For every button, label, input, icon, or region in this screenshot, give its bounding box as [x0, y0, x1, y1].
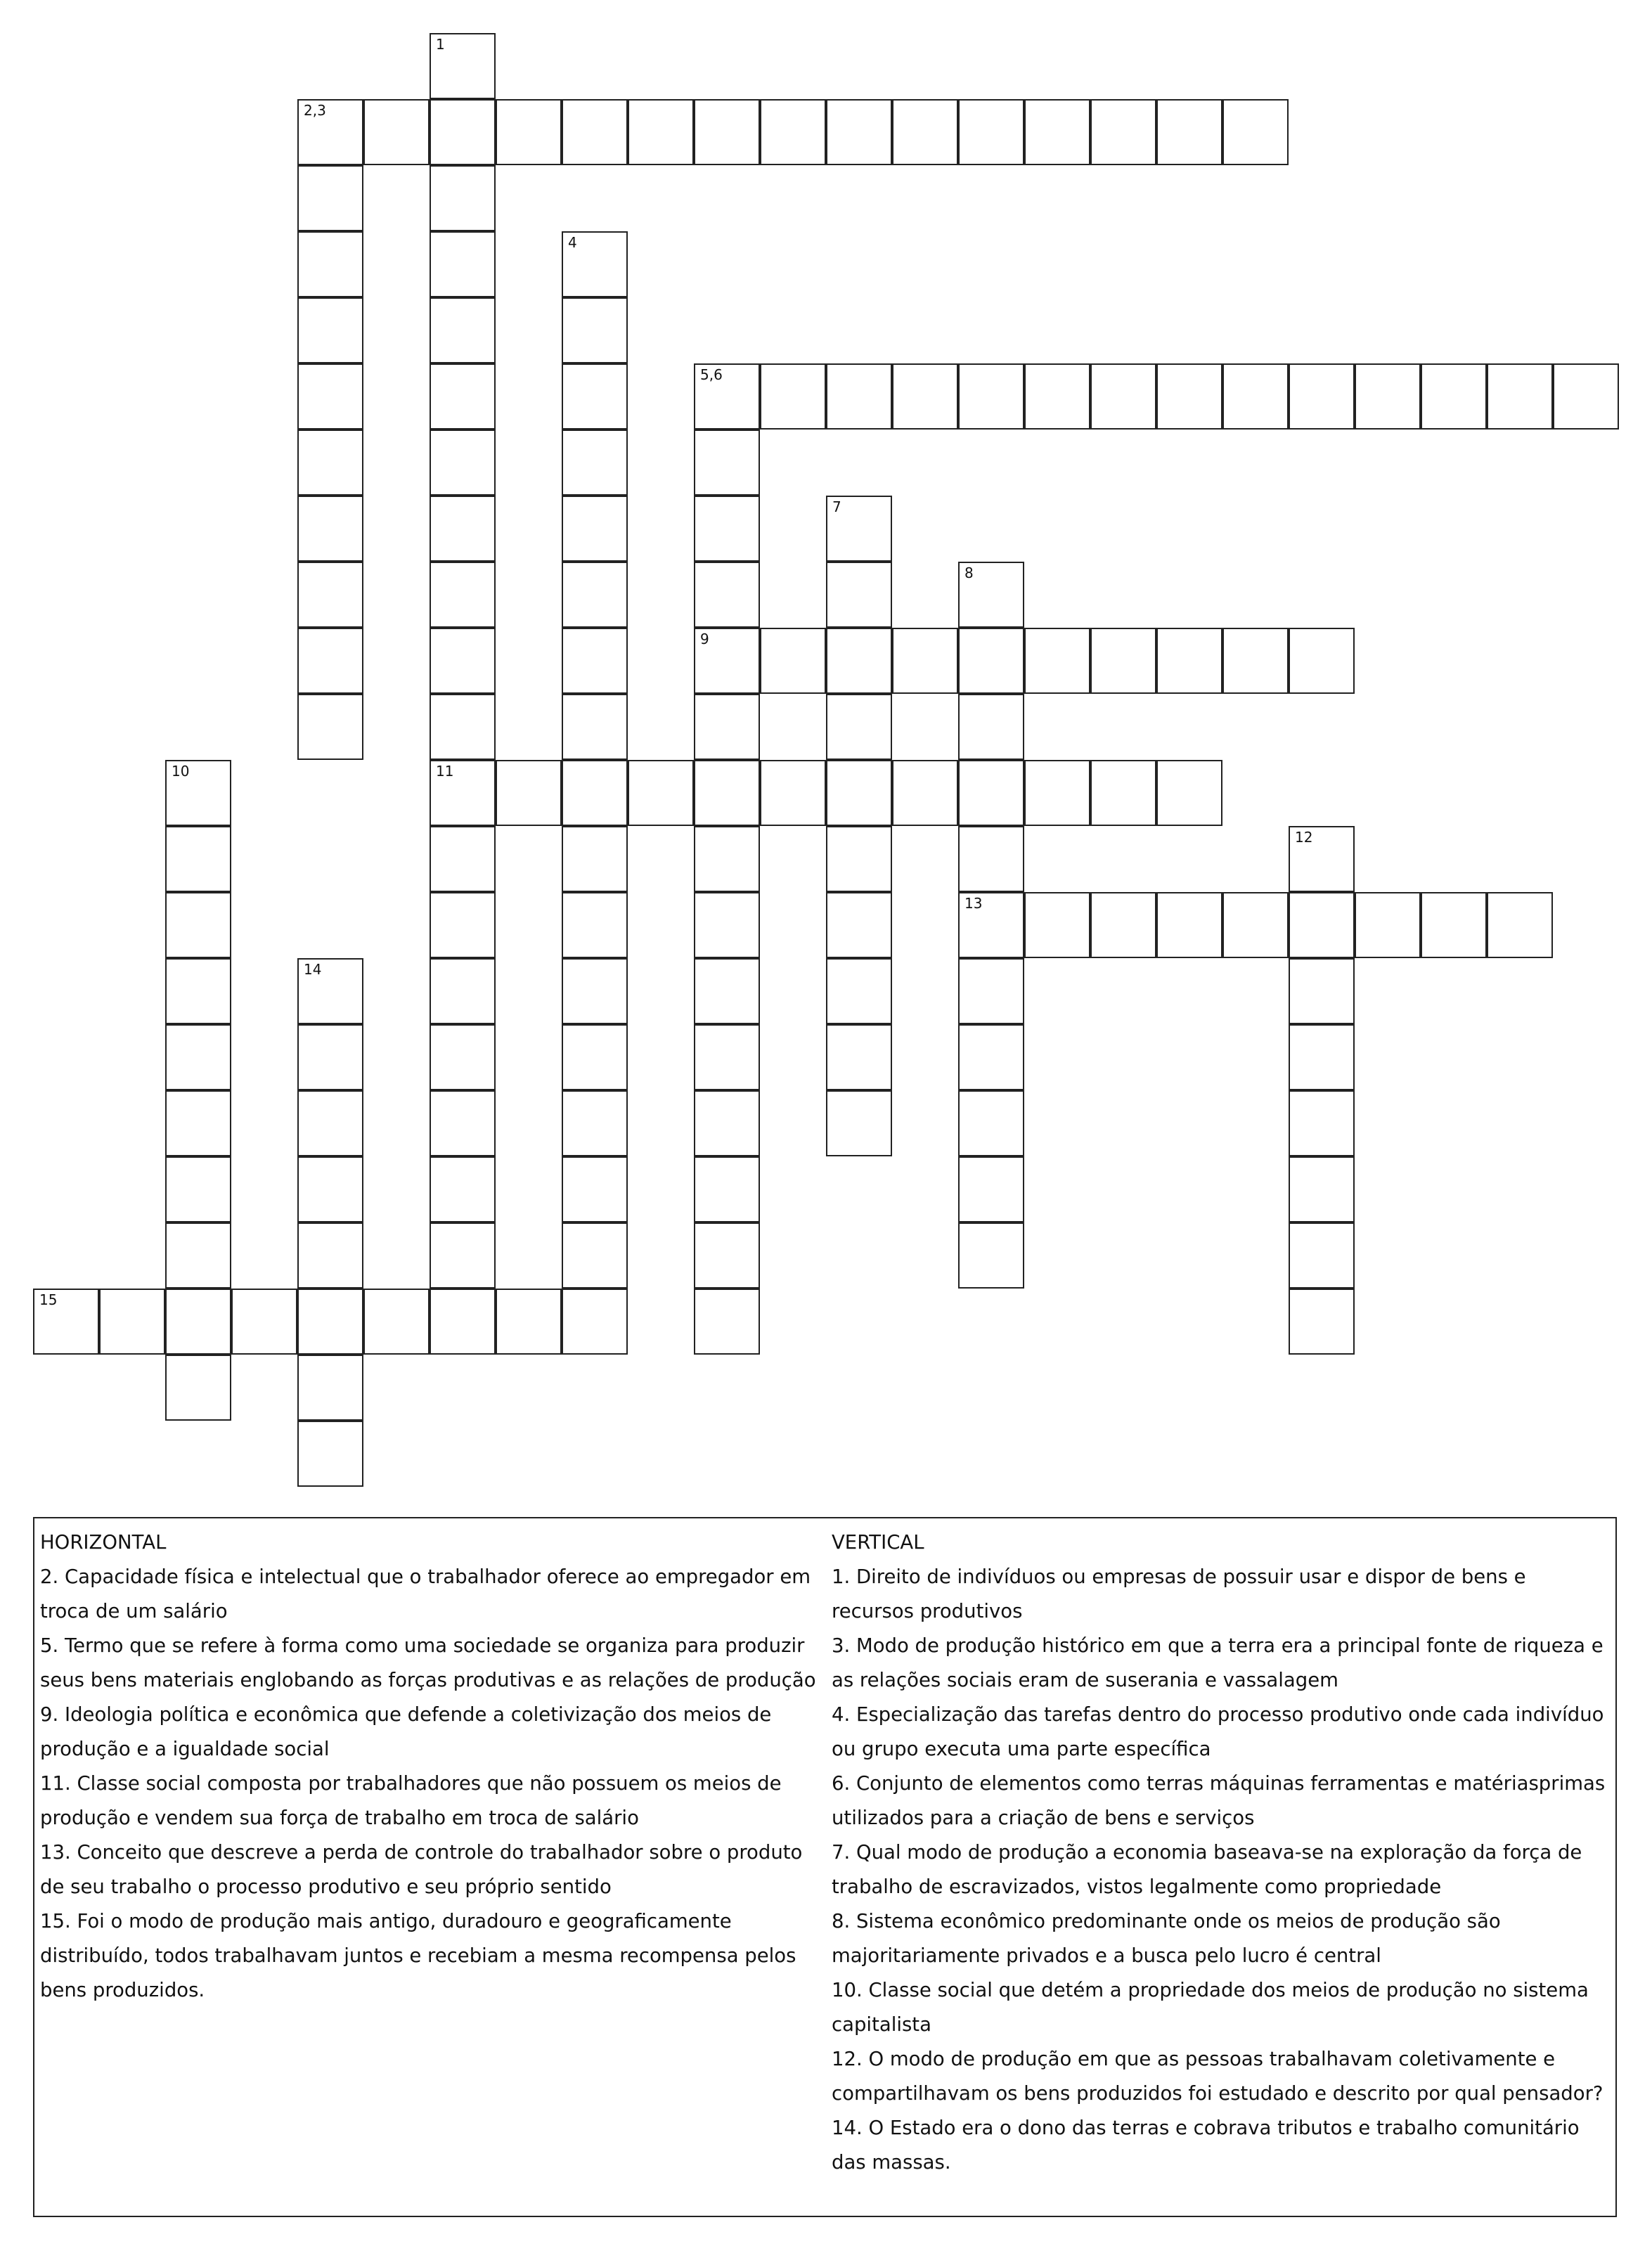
grid-cell[interactable] — [430, 363, 496, 430]
grid-cell[interactable] — [430, 1090, 496, 1156]
grid-cell[interactable] — [760, 628, 826, 694]
grid-cell[interactable] — [430, 760, 496, 826]
clue-h5: 5. Termo que se refere à forma como uma sociedade se organiza para produzir seus bens materiais englobando as forças produtivas e as relações de produção — [40, 1634, 816, 1691]
clue-number: 13 — [964, 895, 983, 912]
grid-cell[interactable] — [297, 1024, 363, 1090]
grid-cell[interactable] — [1289, 1156, 1355, 1222]
grid-cell[interactable] — [562, 826, 628, 892]
grid-cell[interactable] — [1024, 760, 1090, 826]
grid-cell[interactable] — [1487, 363, 1553, 430]
grid-cell[interactable] — [430, 562, 496, 628]
grid-cell[interactable] — [694, 694, 760, 760]
grid-cell[interactable] — [430, 1156, 496, 1222]
grid-cell[interactable] — [1289, 1090, 1355, 1156]
horizontal-clues — [40, 1525, 820, 2008]
grid-cell[interactable] — [958, 892, 1024, 958]
grid-cell[interactable] — [694, 1156, 760, 1222]
grid-cell[interactable] — [165, 1090, 231, 1156]
grid-cell[interactable] — [1289, 1289, 1355, 1355]
grid-cell[interactable] — [297, 562, 363, 628]
grid-cell[interactable] — [760, 99, 826, 165]
grid-cell[interactable] — [1289, 826, 1355, 892]
grid-cell[interactable] — [628, 99, 694, 165]
clue-h9: 9. Ideologia política e econômica que defende a coletivização dos meios de produção e a igualdade social — [40, 1703, 772, 1760]
grid-cell[interactable] — [496, 99, 562, 165]
clue-h13: 13. Conceito que descreve a perda de controle do trabalhador sobre o produto de seu trabalho o processo produtivo e seu próprio sentido — [40, 1841, 803, 1898]
grid-cell[interactable] — [562, 1156, 628, 1222]
grid-cell[interactable] — [826, 1090, 892, 1156]
grid-cell[interactable] — [297, 363, 363, 430]
grid-cell[interactable] — [694, 1090, 760, 1156]
clue-v8: 8. Sistema econômico predominante onde os meios de produção são majoritariamente privados e a busca pelo lucro é central — [832, 1910, 1501, 1967]
clue-number: 12 — [1295, 829, 1313, 846]
grid-cell[interactable] — [297, 1355, 363, 1421]
grid-cell[interactable] — [297, 1090, 363, 1156]
grid-cell[interactable] — [430, 99, 496, 165]
clue-number: 9 — [700, 631, 709, 647]
grid-cell[interactable] — [562, 496, 628, 562]
grid-cell[interactable] — [694, 99, 760, 165]
grid-cell[interactable] — [562, 1024, 628, 1090]
grid-cell[interactable] — [628, 760, 694, 826]
grid-cell[interactable] — [958, 760, 1024, 826]
grid-cell[interactable] — [297, 628, 363, 694]
grid-cell[interactable] — [1156, 99, 1222, 165]
grid-cell[interactable] — [694, 958, 760, 1024]
grid-cell[interactable] — [165, 1156, 231, 1222]
clue-number: 14 — [304, 961, 322, 978]
grid-cell[interactable] — [1289, 628, 1355, 694]
grid-cell[interactable] — [1090, 892, 1156, 958]
grid-cell[interactable] — [430, 694, 496, 760]
grid-cell[interactable] — [694, 892, 760, 958]
clue-h15: 15. Foi o modo de produção mais antigo, duradouro e geograficamente distribuído, todos trabalhavam juntos e recebiam a mesma recompensa pelos bens produzidos. — [40, 1910, 796, 2001]
grid-cell[interactable] — [297, 165, 363, 231]
grid-cell[interactable] — [99, 1289, 165, 1355]
grid-cell[interactable] — [1289, 1222, 1355, 1289]
horizontal-heading: HORIZONTAL — [40, 1531, 167, 1554]
grid-cell[interactable] — [430, 958, 496, 1024]
grid-cell[interactable] — [297, 496, 363, 562]
grid-cell[interactable] — [562, 363, 628, 430]
grid-cell[interactable] — [562, 1090, 628, 1156]
grid-cell[interactable] — [958, 1222, 1024, 1289]
clue-v4: 4. Especialização das tarefas dentro do processo produtivo onde cada indivíduo ou grupo executa uma parte específica — [832, 1703, 1604, 1760]
grid-cell[interactable] — [958, 1156, 1024, 1222]
grid-cell[interactable] — [297, 430, 363, 496]
clue-v6: 6. Conjunto de elementos como terras máquinas ferramentas e matériasprimas utilizados para a criação de bens e serviços — [832, 1772, 1606, 1829]
grid-cell[interactable] — [562, 628, 628, 694]
grid-cell[interactable] — [1024, 363, 1090, 430]
grid-cell[interactable] — [694, 430, 760, 496]
grid-cell[interactable] — [297, 1289, 363, 1355]
grid-cell[interactable] — [297, 694, 363, 760]
grid-cell[interactable] — [1487, 892, 1553, 958]
grid-cell[interactable] — [430, 1024, 496, 1090]
grid-cell[interactable] — [958, 1090, 1024, 1156]
grid-cell[interactable] — [1024, 628, 1090, 694]
grid-cell[interactable] — [430, 628, 496, 694]
clue-number: 2,3 — [304, 102, 326, 119]
grid-cell[interactable] — [562, 297, 628, 363]
grid-cell[interactable] — [430, 297, 496, 363]
clue-number: 5,6 — [700, 366, 723, 383]
grid-cell[interactable] — [297, 958, 363, 1024]
grid-cell[interactable] — [958, 1024, 1024, 1090]
grid-cell[interactable] — [297, 1421, 363, 1487]
grid-cell[interactable] — [430, 33, 496, 99]
grid-cell[interactable] — [231, 1289, 297, 1355]
grid-cell[interactable] — [826, 363, 892, 430]
grid-cell[interactable] — [826, 694, 892, 760]
grid-cell[interactable] — [1090, 99, 1156, 165]
grid-cell[interactable] — [297, 99, 363, 165]
grid-cell[interactable] — [430, 231, 496, 297]
grid-cell[interactable] — [562, 694, 628, 760]
grid-cell[interactable] — [1421, 892, 1487, 958]
grid-cell[interactable] — [1289, 1024, 1355, 1090]
grid-cell[interactable] — [165, 1289, 231, 1355]
grid-cell[interactable] — [958, 826, 1024, 892]
grid-cell[interactable] — [1090, 760, 1156, 826]
grid-cell[interactable] — [430, 496, 496, 562]
grid-cell[interactable] — [958, 363, 1024, 430]
grid-cell[interactable] — [958, 562, 1024, 628]
grid-cell[interactable] — [826, 892, 892, 958]
clue-number: 8 — [964, 564, 974, 581]
grid-cell[interactable] — [694, 496, 760, 562]
grid-cell[interactable] — [1090, 363, 1156, 430]
grid-cell[interactable] — [892, 628, 958, 694]
grid-cell[interactable] — [297, 1156, 363, 1222]
grid-cell[interactable] — [496, 1289, 562, 1355]
clue-h11: 11. Classe social composta por trabalhadores que não possuem os meios de produção e vendem sua força de trabalho em troca de salário — [40, 1772, 782, 1829]
grid-cell[interactable] — [1090, 628, 1156, 694]
grid-cell[interactable] — [1289, 958, 1355, 1024]
grid-cell[interactable] — [1156, 892, 1222, 958]
grid-cell[interactable] — [562, 958, 628, 1024]
clue-v3: 3. Modo de produção histórico em que a terra era a principal fonte de riqueza e as relações sociais eram de suserania e vassalagem — [832, 1634, 1603, 1691]
grid-cell[interactable] — [297, 231, 363, 297]
grid-cell[interactable] — [1421, 363, 1487, 430]
grid-cell[interactable] — [1222, 363, 1289, 430]
grid-cell[interactable] — [958, 694, 1024, 760]
clue-v10: 10. Classe social que detém a propriedade dos meios de produção no sistema capitalista — [832, 1979, 1589, 2036]
grid-cell[interactable] — [297, 297, 363, 363]
grid-cell[interactable] — [496, 760, 562, 826]
grid-cell[interactable] — [1156, 760, 1222, 826]
grid-cell[interactable] — [694, 628, 760, 694]
grid-cell[interactable] — [892, 760, 958, 826]
clue-v1: 1. Direito de indivíduos ou empresas de possuir usar e dispor de bens e recursos produtivos — [832, 1566, 1526, 1622]
clue-number: 15 — [39, 1291, 58, 1308]
grid-cell[interactable] — [826, 826, 892, 892]
grid-cell[interactable] — [826, 958, 892, 1024]
grid-cell[interactable] — [892, 99, 958, 165]
grid-cell[interactable] — [430, 1289, 496, 1355]
grid-cell[interactable] — [694, 826, 760, 892]
grid-cell[interactable] — [165, 892, 231, 958]
grid-cell[interactable] — [1222, 892, 1289, 958]
grid-cell[interactable] — [1024, 99, 1090, 165]
grid-cell[interactable] — [694, 1222, 760, 1289]
grid-cell[interactable] — [694, 363, 760, 430]
grid-cell[interactable] — [1156, 363, 1222, 430]
grid-cell[interactable] — [165, 1024, 231, 1090]
clue-number: 4 — [568, 234, 577, 251]
grid-cell[interactable] — [165, 826, 231, 892]
grid-cell[interactable] — [694, 562, 760, 628]
grid-cell[interactable] — [430, 165, 496, 231]
grid-cell[interactable] — [165, 1222, 231, 1289]
grid-cell[interactable] — [892, 363, 958, 430]
grid-cell[interactable] — [1355, 363, 1421, 430]
grid-cell[interactable] — [958, 99, 1024, 165]
grid-cell[interactable] — [297, 1222, 363, 1289]
clue-number: 1 — [436, 36, 445, 53]
grid-cell[interactable] — [1289, 363, 1355, 430]
grid-cell[interactable] — [694, 760, 760, 826]
grid-cell[interactable] — [562, 430, 628, 496]
clue-number: 10 — [172, 763, 190, 780]
grid-cell[interactable] — [562, 231, 628, 297]
grid-cell[interactable] — [760, 363, 826, 430]
grid-cell[interactable] — [430, 430, 496, 496]
grid-cell[interactable] — [363, 1289, 430, 1355]
grid-cell[interactable] — [1553, 363, 1619, 430]
grid-cell[interactable] — [33, 1289, 99, 1355]
grid-cell[interactable] — [958, 628, 1024, 694]
grid-cell[interactable] — [760, 760, 826, 826]
vertical-heading: VERTICAL — [832, 1531, 924, 1554]
grid-cell[interactable] — [1355, 892, 1421, 958]
clue-number: 7 — [832, 498, 841, 515]
grid-cell[interactable] — [826, 760, 892, 826]
grid-cell[interactable] — [430, 892, 496, 958]
grid-cell[interactable] — [826, 628, 892, 694]
grid-cell[interactable] — [826, 562, 892, 628]
grid-cell[interactable] — [826, 1024, 892, 1090]
grid-cell[interactable] — [1024, 892, 1090, 958]
clue-number: 11 — [436, 763, 454, 780]
grid-cell[interactable] — [694, 1289, 760, 1355]
grid-cell[interactable] — [562, 1289, 628, 1355]
grid-cell[interactable] — [562, 892, 628, 958]
clue-v12: 12. O modo de produção em que as pessoas trabalhavam coletivamente e compartilhavam os bens produzidos foi estudado e descrito por qual pensador? — [832, 2048, 1603, 2105]
clue-v7: 7. Qual modo de produção a economia baseava-se na exploração da força de trabalho de escravizados, vistos legalmente como propriedade — [832, 1841, 1582, 1898]
grid-cell[interactable] — [1222, 628, 1289, 694]
grid-cell[interactable] — [694, 1024, 760, 1090]
grid-cell[interactable] — [1289, 892, 1355, 958]
clues-box — [33, 1517, 1617, 2217]
grid-cell[interactable] — [1156, 628, 1222, 694]
grid-cell[interactable] — [430, 826, 496, 892]
grid-cell[interactable] — [1222, 99, 1289, 165]
grid-cell[interactable] — [958, 958, 1024, 1024]
grid-cell[interactable] — [165, 760, 231, 826]
grid-cell[interactable] — [826, 496, 892, 562]
grid-cell[interactable] — [562, 562, 628, 628]
grid-cell[interactable] — [165, 958, 231, 1024]
grid-cell[interactable] — [430, 1222, 496, 1289]
grid-cell[interactable] — [562, 760, 628, 826]
vertical-clues — [832, 1525, 1613, 2180]
grid-cell[interactable] — [165, 1355, 231, 1421]
clue-h2: 2. Capacidade física e intelectual que o trabalhador oferece ao empregador em troca de um salário — [40, 1566, 811, 1622]
grid-cell[interactable] — [363, 99, 430, 165]
clue-v14: 14. O Estado era o dono das terras e cobrava tributos e trabalho comunitário das massas. — [832, 2117, 1580, 2174]
grid-cell[interactable] — [562, 99, 628, 165]
grid-cell[interactable] — [562, 1222, 628, 1289]
grid-cell[interactable] — [826, 99, 892, 165]
